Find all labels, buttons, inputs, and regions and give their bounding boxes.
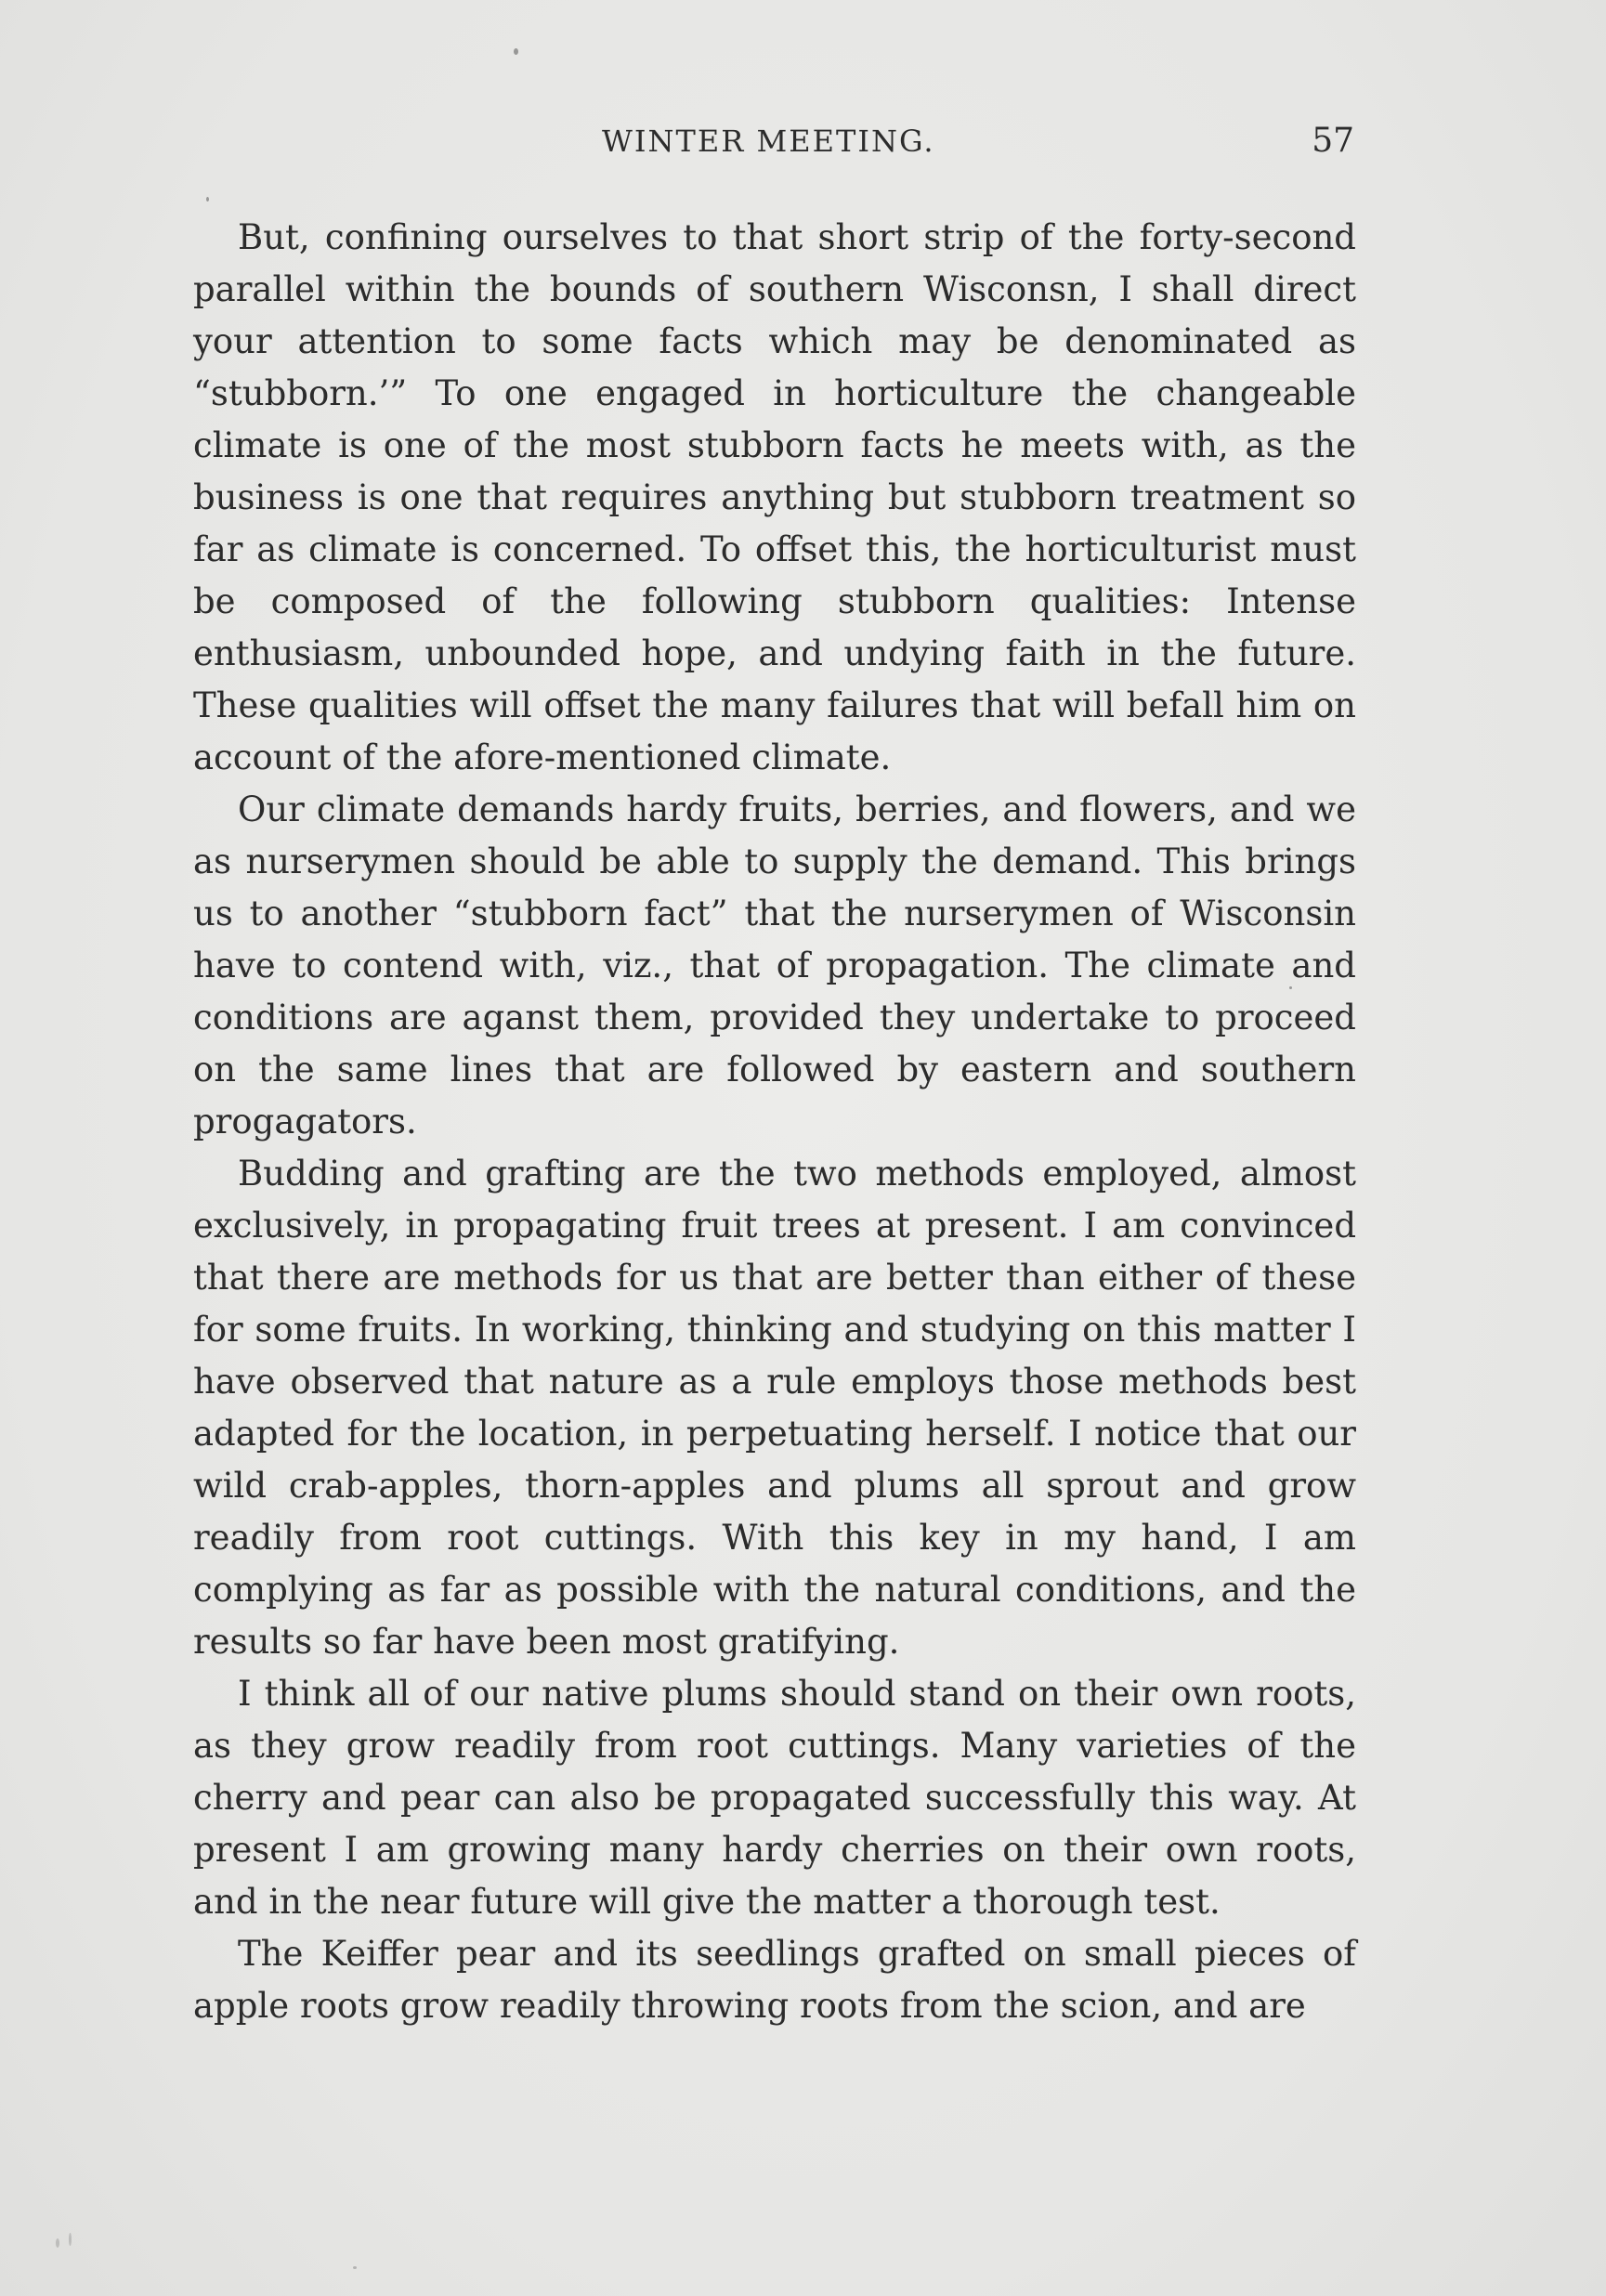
body-text bbox=[193, 212, 1356, 2032]
running-head: WINTER MEETING. bbox=[602, 124, 935, 159]
page-number: 57 bbox=[1312, 122, 1354, 160]
paragraph-2: Our climate demands hardy fruits, berries, and flowers, and we as nurserymen should be able to supply the demand. This brings us to another “stubborn fact” that the nurserymen of Wisconsin have to contend with, viz., that of propagation. The climate and conditions are aganst them, provided they undertake to proceed on the same lines that are followed by eastern and southern progagators. bbox=[193, 789, 1356, 1141]
page-header bbox=[193, 119, 1354, 175]
paragraph-5: The Keiffer pear and its seedlings grafted on small pieces of apple roots grow readily throwing roots from the scion, and are bbox=[193, 1934, 1356, 2026]
paragraph-4: I think all of our native plums should stand on their own roots, as they grow readily from root cuttings. Many varieties of the cherry and pear can also be propagated successfully this way. At present I am growing many hardy cherries on their own roots, and in the near future will give the matter a thorough test. bbox=[193, 1674, 1356, 1922]
paragraph-1: But, confining ourselves to that short strip of the forty-second parallel within the bounds of southern Wisconsn, I shall direct your attention to some facts which may be denominated as “stubborn.’” To one engaged in horticulture the changeable climate is one of the most stubborn facts he meets with, as the business is one that requires anything but stubborn treatment so far as climate is concerned. To offset this, the horticulturist must be composed of the following stubborn qualities: Intense enthusiasm, unbounded hope, and undying faith in the future. These qualities will offset the many failures that will befall him on account of the afore-mentioned climate. bbox=[193, 217, 1356, 777]
paragraph-3: Budding and grafting are the two methods employed, almost exclusively, in propagating fruit trees at present. I am convinced that there are methods for us that are better than either of these for some fruits. In working, thinking and studying on this matter I have observed that nature as a rule employs those methods best adapted for the location, in perpetuating herself. I notice that our wild crab-apples, thorn-apples and plums all sprout and grow readily from root cuttings. With this key in my hand, I am complying as far as possible with the natural conditions, and the results so far have been most gratifying. bbox=[193, 1154, 1356, 1662]
